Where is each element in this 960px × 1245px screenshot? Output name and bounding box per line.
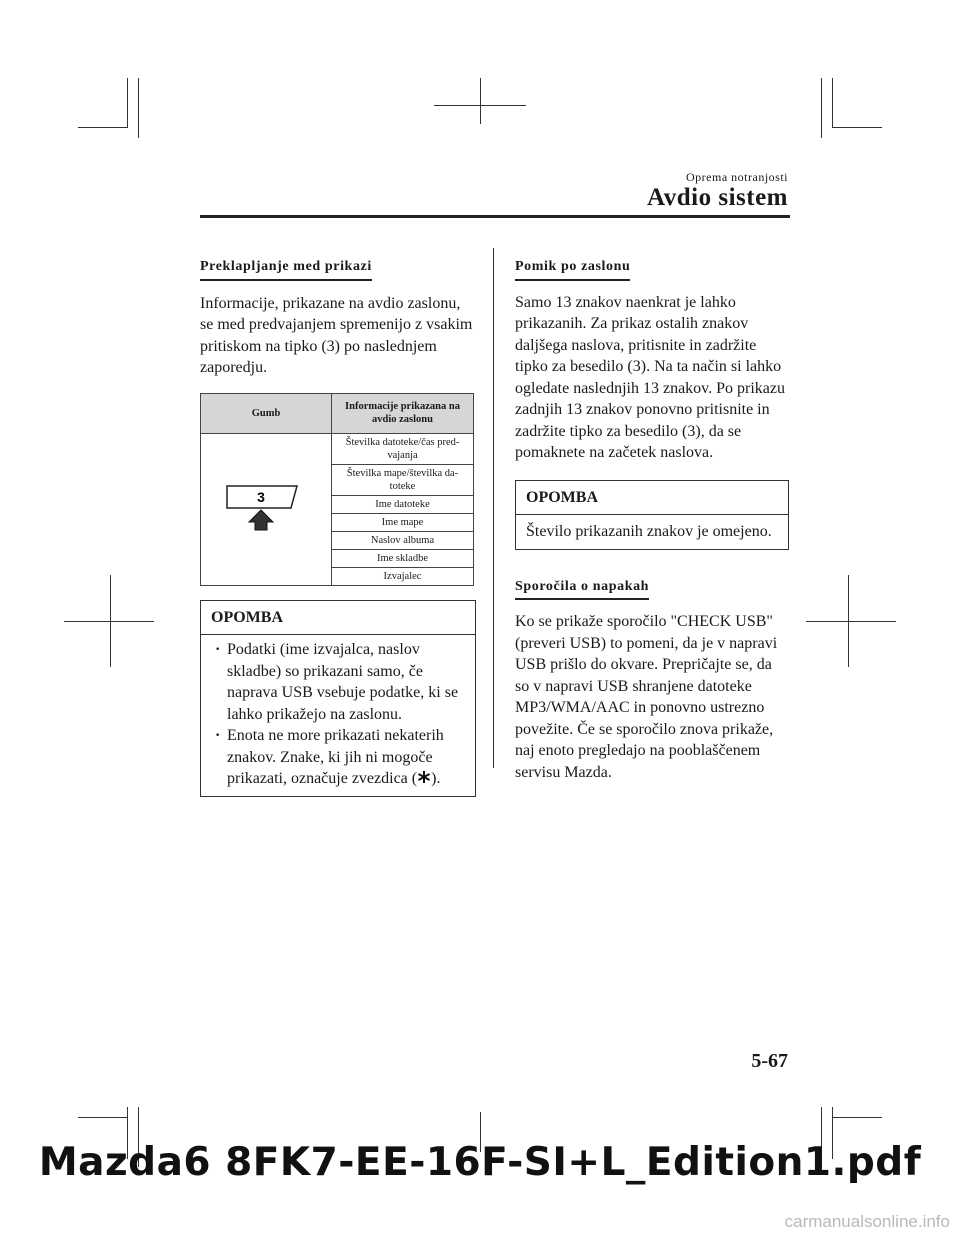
header-rule — [200, 215, 790, 218]
pdf-filename: Mazda6 8FK7-EE-16F-SI+L_Edition1.pdf — [38, 1140, 922, 1185]
section-heading: Pomik po zaslonu — [515, 256, 630, 281]
error-paragraph: Ko se prikaže sporočilo "CHECK USB" (preveri USB) to pomeni, da je v napravi USB prišlo do okvare. Prepričajte se, da so v napravi USB shranjene datoteke MP3/WMA/AAC in ponovno ustrezno povežite. Če se sporočilo znova prikaže, naj enoto pregledajo na pooblaščenem servisu Mazda. — [515, 613, 778, 781]
section-label: Oprema notranjosti — [686, 170, 788, 184]
right-column — [515, 255, 789, 783]
table-header-button: Gumb — [201, 393, 332, 433]
page-title: Avdio sistem — [647, 184, 788, 211]
table-header-info: Informacije prikazana na avdio zaslonu — [332, 393, 474, 433]
page-number: 5-67 — [751, 1050, 788, 1072]
left-column — [200, 255, 476, 797]
note-bullet — [211, 725, 465, 790]
column-divider — [493, 248, 494, 768]
note-title: OPOMBA — [201, 601, 475, 636]
note-title: OPOMBA — [516, 481, 788, 516]
display-info-table — [200, 393, 474, 586]
table-row: Ime mape — [332, 513, 474, 531]
text-button-icon — [221, 472, 311, 542]
table-row: Ime datoteke — [332, 495, 474, 513]
section-heading: Sporočila o napakah — [515, 576, 649, 601]
intro-paragraph: Informacije, prikazane na avdio zaslonu, se med predvajanjem spremenijo z vsakim pritiskom na tipko (3) po naslednjem zaporedju. — [200, 294, 473, 376]
table-row: Izvajalec — [332, 567, 474, 585]
table-row: Številka mape/številka da-toteke — [332, 464, 474, 495]
section-heading: Preklapljanje med prikazi — [200, 256, 372, 281]
note-bullet-end: ). — [431, 770, 441, 787]
scroll-paragraph: Samo 13 znakov naenkrat je lahko prikazanih. Za prikaz ostalih znakov daljšega naslova, pritisnite in zadržite tipko za besedilo (3). Na ta način si lahko ogledate naslednjih 13 znakov. Po prikazu zadnjih 13 znakov ponovno pritisnite in zadržite tipko za besedilo (3), da se pomaknete na začetek naslova. — [515, 293, 785, 461]
watermark: carmanualsonline.info — [784, 1212, 950, 1231]
note-text: Število prikazanih znakov je omejeno. — [526, 523, 772, 540]
table-row: Ime skladbe — [332, 549, 474, 567]
table-row: Naslov albuma — [332, 531, 474, 549]
button-illustration-cell — [201, 433, 332, 585]
note-bullet-text: Enota ne more prikazati nekaterih znakov. Znake, ki jih ni mogoče prikazati, označuje zvezdica ( — [227, 727, 444, 787]
svg-text:3: 3 — [257, 489, 265, 505]
note-box — [200, 600, 476, 797]
table-row: Številka datoteke/čas pred-vajanja — [332, 433, 474, 464]
note-body — [201, 635, 475, 796]
note-bullet: · Podatki (ime izvajalca, naslov skladbe) so prikazani samo, če naprava USB vsebuje podatke, ki se lahko prikažejo na zaslonu. — [211, 639, 465, 725]
asterisk-icon — [417, 770, 431, 784]
note-box — [515, 480, 789, 550]
